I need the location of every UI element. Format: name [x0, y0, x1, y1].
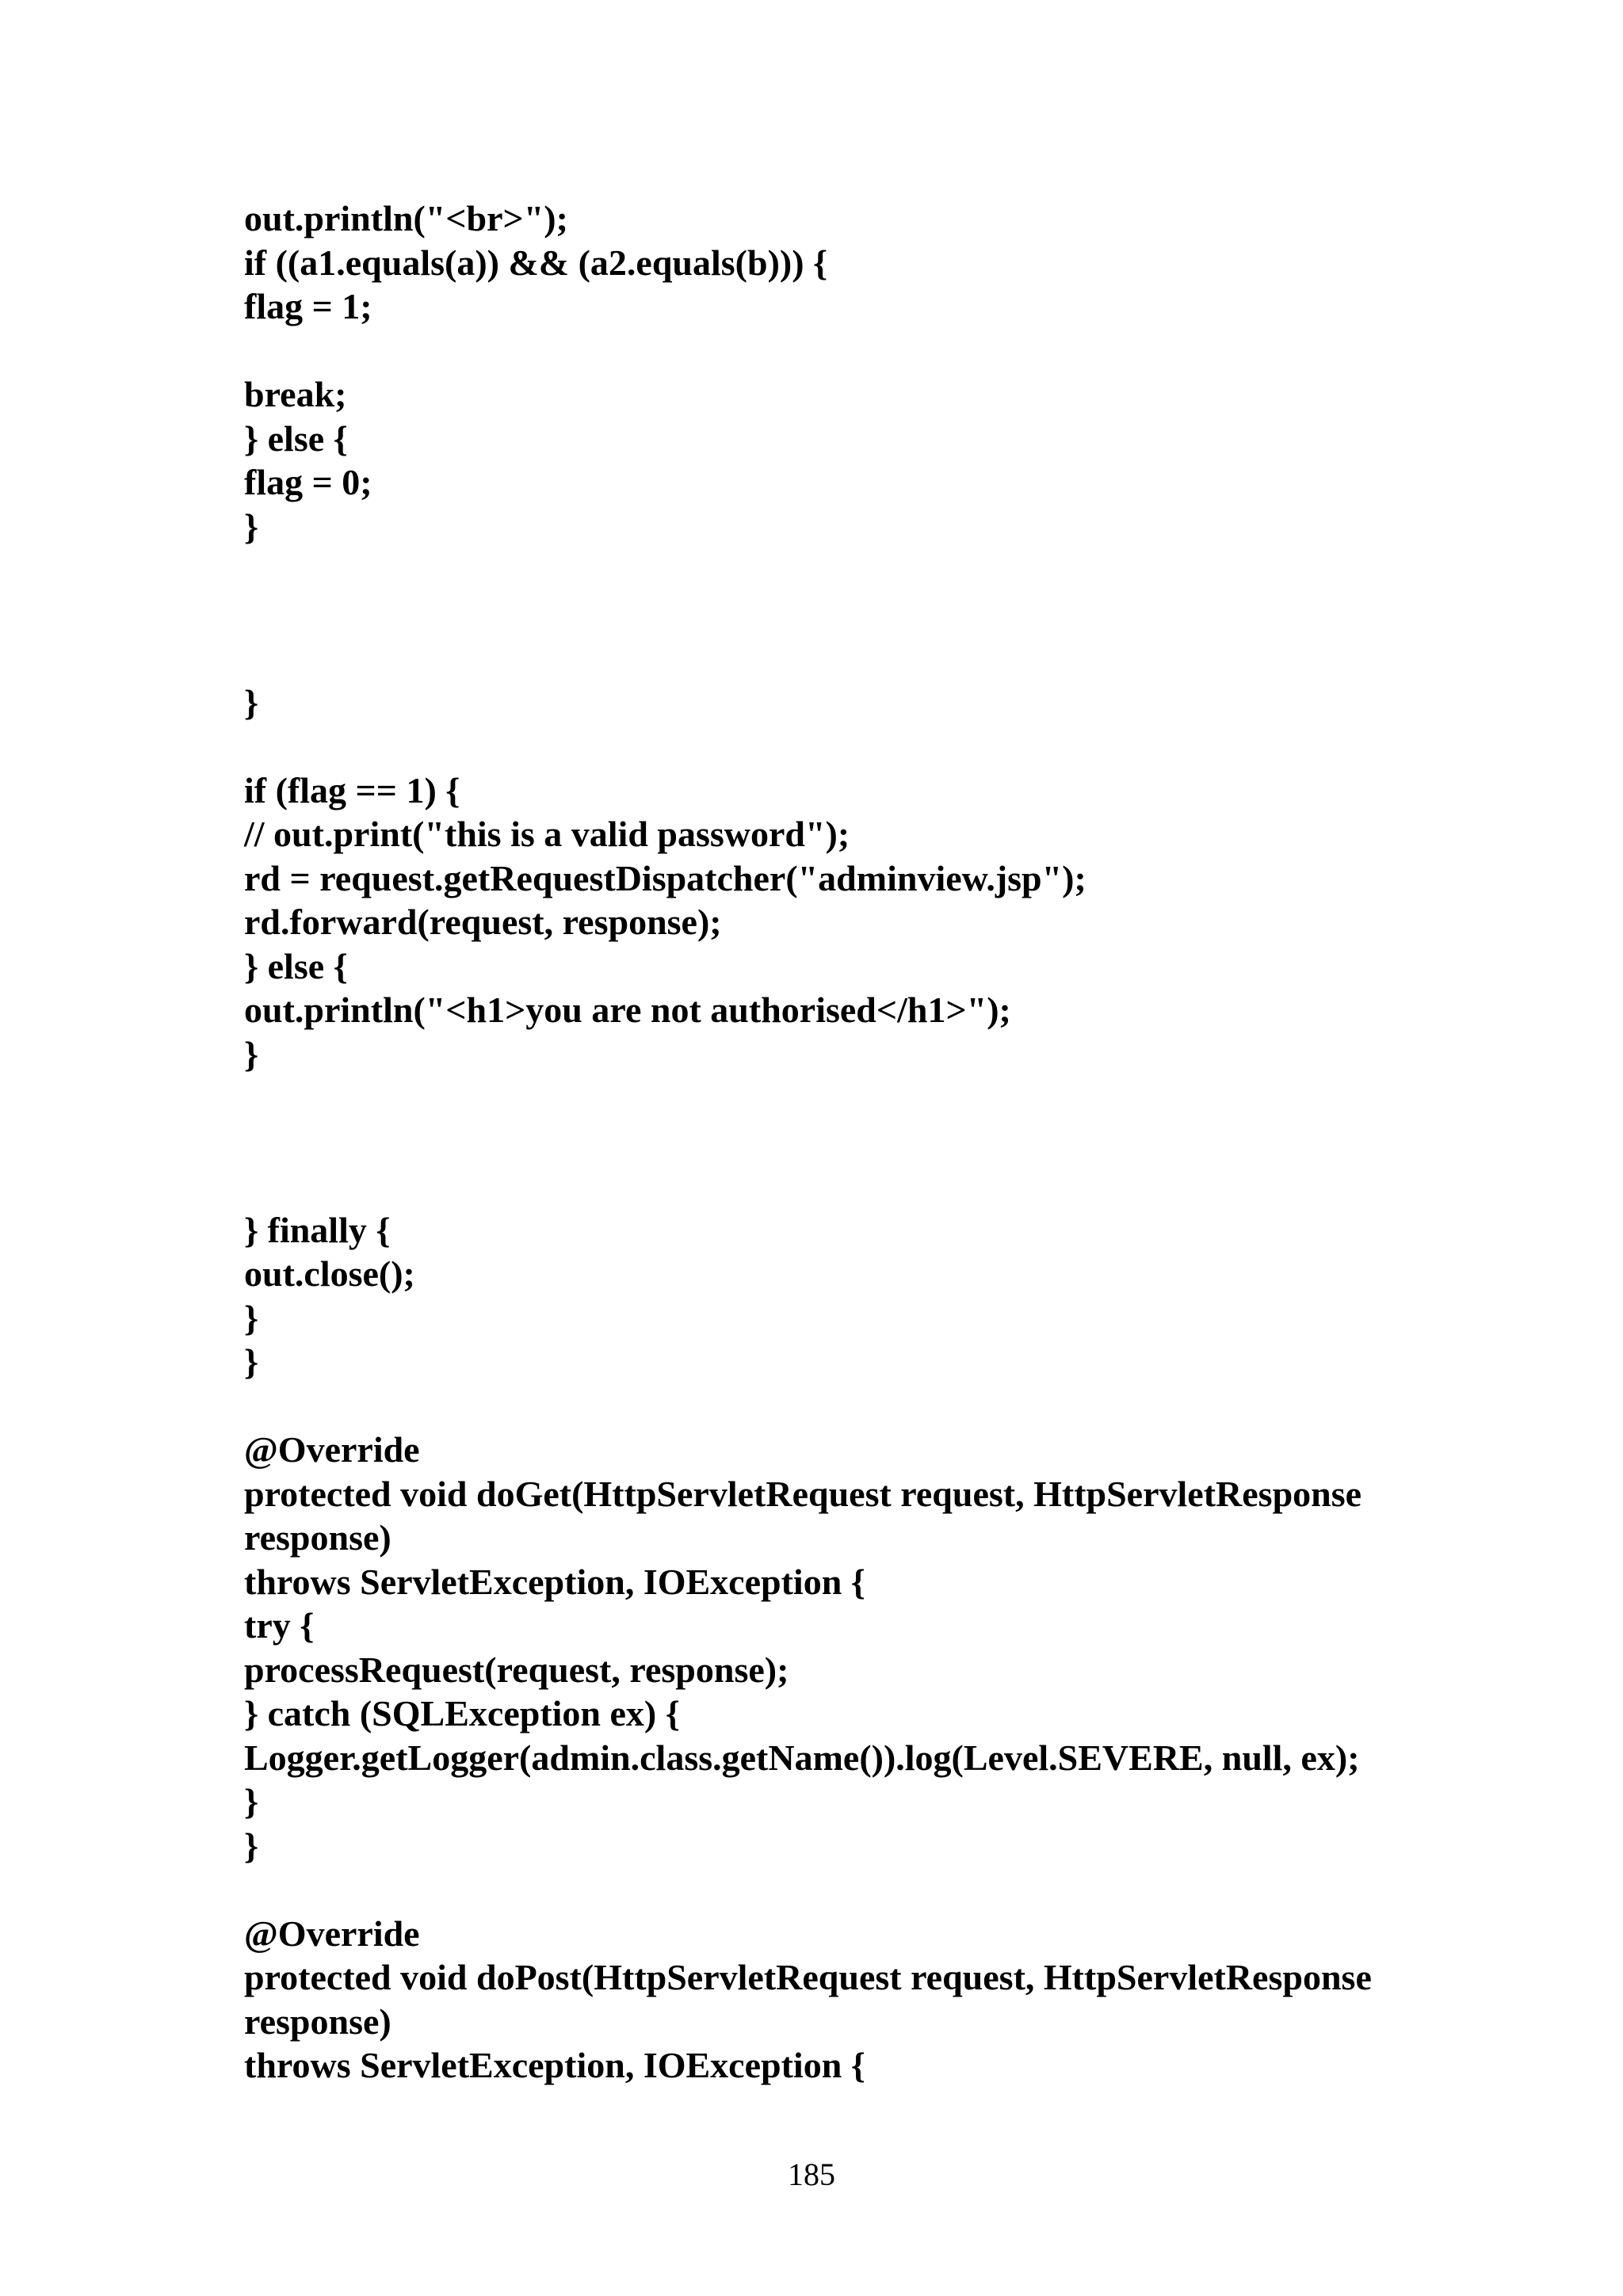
code-listing [244, 196, 1591, 2088]
code-line: } catch (SQLException ex) { [244, 1693, 680, 1733]
code-line: } [244, 505, 259, 547]
code-line: } else { [244, 945, 348, 986]
code-line: } finally { [244, 1209, 391, 1250]
code-line: } [244, 1781, 259, 1821]
code-line: flag = 1; [244, 286, 372, 326]
page-number: 185 [788, 2157, 835, 2192]
code-line: @Override [244, 1913, 420, 1954]
code-line [244, 1867, 1591, 1912]
code-line: protected void doGet(HttpServletRequest request, HttpServletResponse [244, 1473, 1362, 1514]
code-line: } [244, 1341, 259, 1382]
code-line [244, 1384, 1591, 1428]
code-line: flag = 0; [244, 462, 372, 502]
code-line: } [244, 1825, 259, 1866]
code-line: try { [244, 1605, 315, 1646]
code-line [244, 593, 1591, 637]
code-line [244, 329, 1591, 373]
code-line: rd = request.getRequestDispatcher("adminview.jsp"); [244, 857, 1086, 898]
code-line [244, 724, 1591, 769]
code-line: } [244, 1033, 259, 1074]
code-line: response) [244, 1517, 391, 1558]
code-line: throws ServletException, IOException { [244, 1561, 865, 1602]
code-line: response) [244, 2000, 391, 2042]
code-line: // out.print("this is a valid password"); [244, 814, 850, 854]
code-line: processRequest(request, response); [244, 1649, 789, 1690]
code-line: break; [244, 374, 347, 414]
code-line: out.close(); [244, 1253, 415, 1294]
code-line: protected void doPost(HttpServletRequest request, HttpServletResponse [244, 1957, 1372, 1997]
code-line: } [244, 1297, 259, 1338]
code-line [244, 1164, 1591, 1208]
code-line: rd.forward(request, response); [244, 902, 722, 942]
code-line [244, 1120, 1591, 1165]
code-line: throws ServletException, IOException { [244, 2045, 865, 2085]
code-line [244, 1076, 1591, 1120]
code-line: Logger.getLogger(admin.class.getName()).log(Level.SEVERE, null, ex); [244, 1737, 1360, 1778]
code-line: out.println("<h1>you are not authorised</h1>"); [244, 990, 1011, 1030]
code-line [244, 548, 1591, 593]
code-line: } else { [244, 418, 348, 459]
code-line: if ((a1.equals(a)) && (a2.equals(b))) { [244, 242, 828, 283]
code-line: } [244, 681, 259, 723]
code-line: @Override [244, 1429, 420, 1470]
code-line: if (flag == 1) { [244, 769, 460, 810]
code-line [244, 636, 1591, 681]
code-line: out.println("<br>"); [244, 198, 568, 238]
